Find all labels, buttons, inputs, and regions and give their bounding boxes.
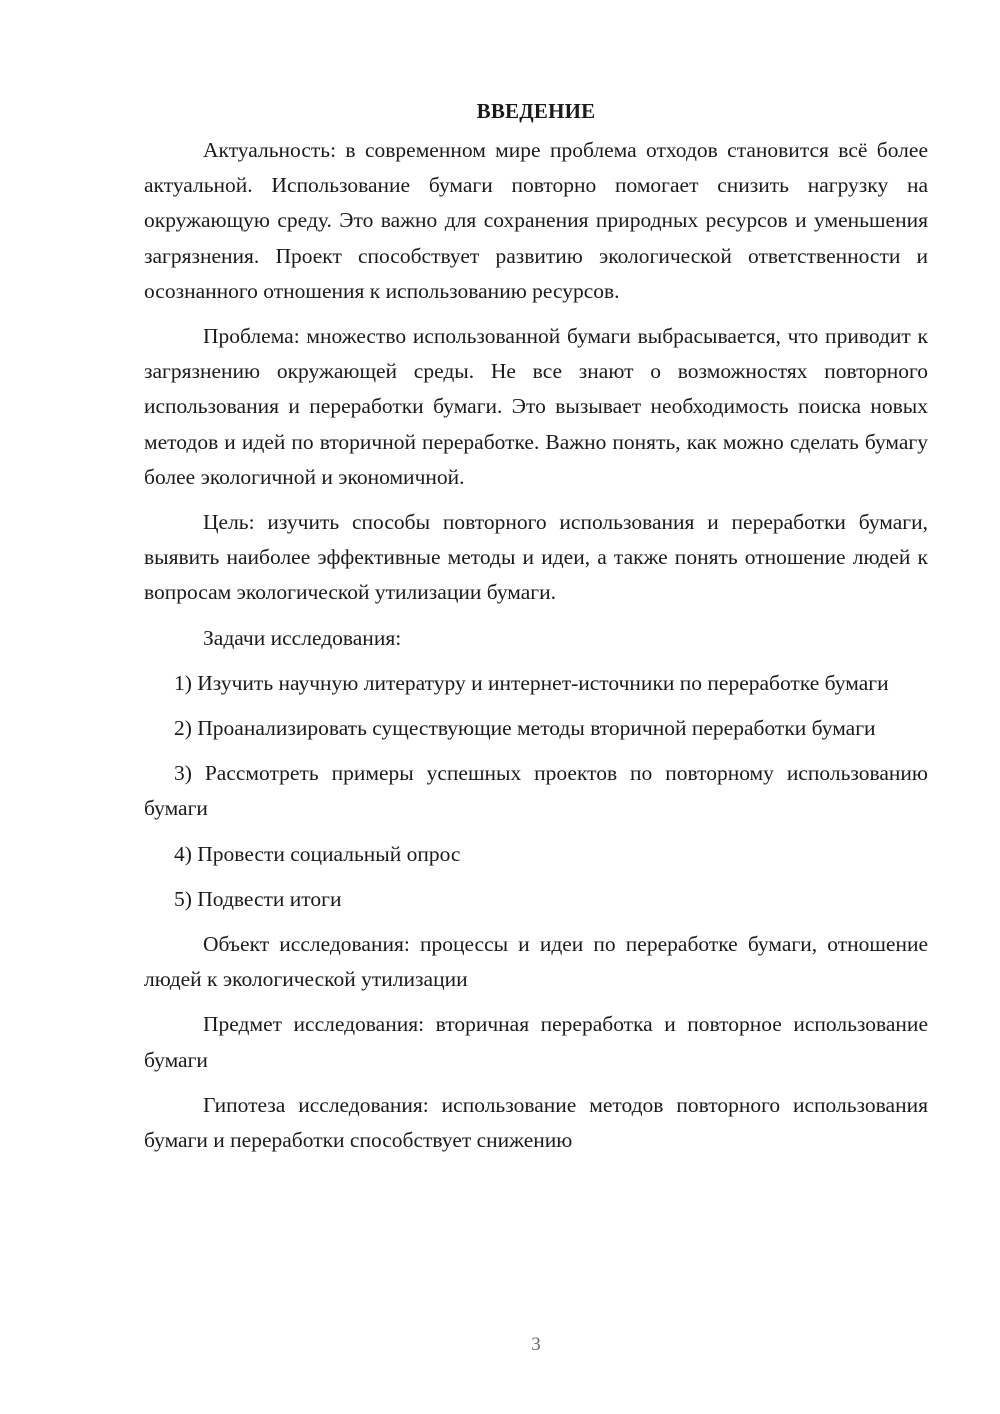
task-item-3: 3) Рассмотреть примеры успешных проектов по повторному использованию бумаги — [144, 761, 928, 821]
task-item-2: 2) Проанализировать существующие методы вторичной переработки бумаги — [174, 716, 876, 741]
page-number: 3 — [531, 1334, 541, 1355]
tasks-heading: Задачи исследования: — [203, 625, 402, 650]
paragraph-relevance: Актуальность: в современном мире проблема отходов становится всё более актуальной. Использование бумаги повторно помогает снизить нагрузку на окружающую среду. Это важно для сохранения природных ресурсов и уменьшения загрязнения. Проект способствует развитию экологической ответственности и осознанного отношения к использованию ресурсов. — [144, 138, 928, 303]
page-title: ВВЕДЕНИЕ — [476, 99, 596, 123]
paragraph-hypothesis: Гипотеза исследования: использование методов повторного использования бумаги и переработки способствует снижению — [144, 1092, 928, 1153]
paragraph-object: Объект исследования: процессы и идеи по переработке бумаги, отношение людей к экологической утилизации — [144, 932, 928, 992]
paragraph-subject: Предмет исследования: вторичная переработка и повторное использование бумаги — [144, 1012, 928, 1072]
task-item-5: 5) Подвести итоги — [174, 886, 342, 911]
task-item-1: 1) Изучить научную литературу и интернет-источники по переработке бумаги — [174, 670, 889, 695]
task-item-4: 4) Провести социальный опрос — [174, 841, 461, 866]
paragraph-problem: Проблема: множество использованной бумаги выбрасывается, что приводит к загрязнению окружающей среды. Не все знают о возможностях повторного использования и переработки бумаги. Это вызывает необходимость поиска новых методов и идей по вторичной переработке. Важно понять, как можно сделать бумагу более экологичной и экономичной. — [144, 324, 928, 489]
paragraph-goal: Цель: изучить способы повторного использования и переработки бумаги, выявить наиболее эффективные методы и идеи, а также понять отношение людей к вопросам экологической утилизации бумаги. — [144, 510, 928, 605]
page-content — [144, 94, 928, 1168]
